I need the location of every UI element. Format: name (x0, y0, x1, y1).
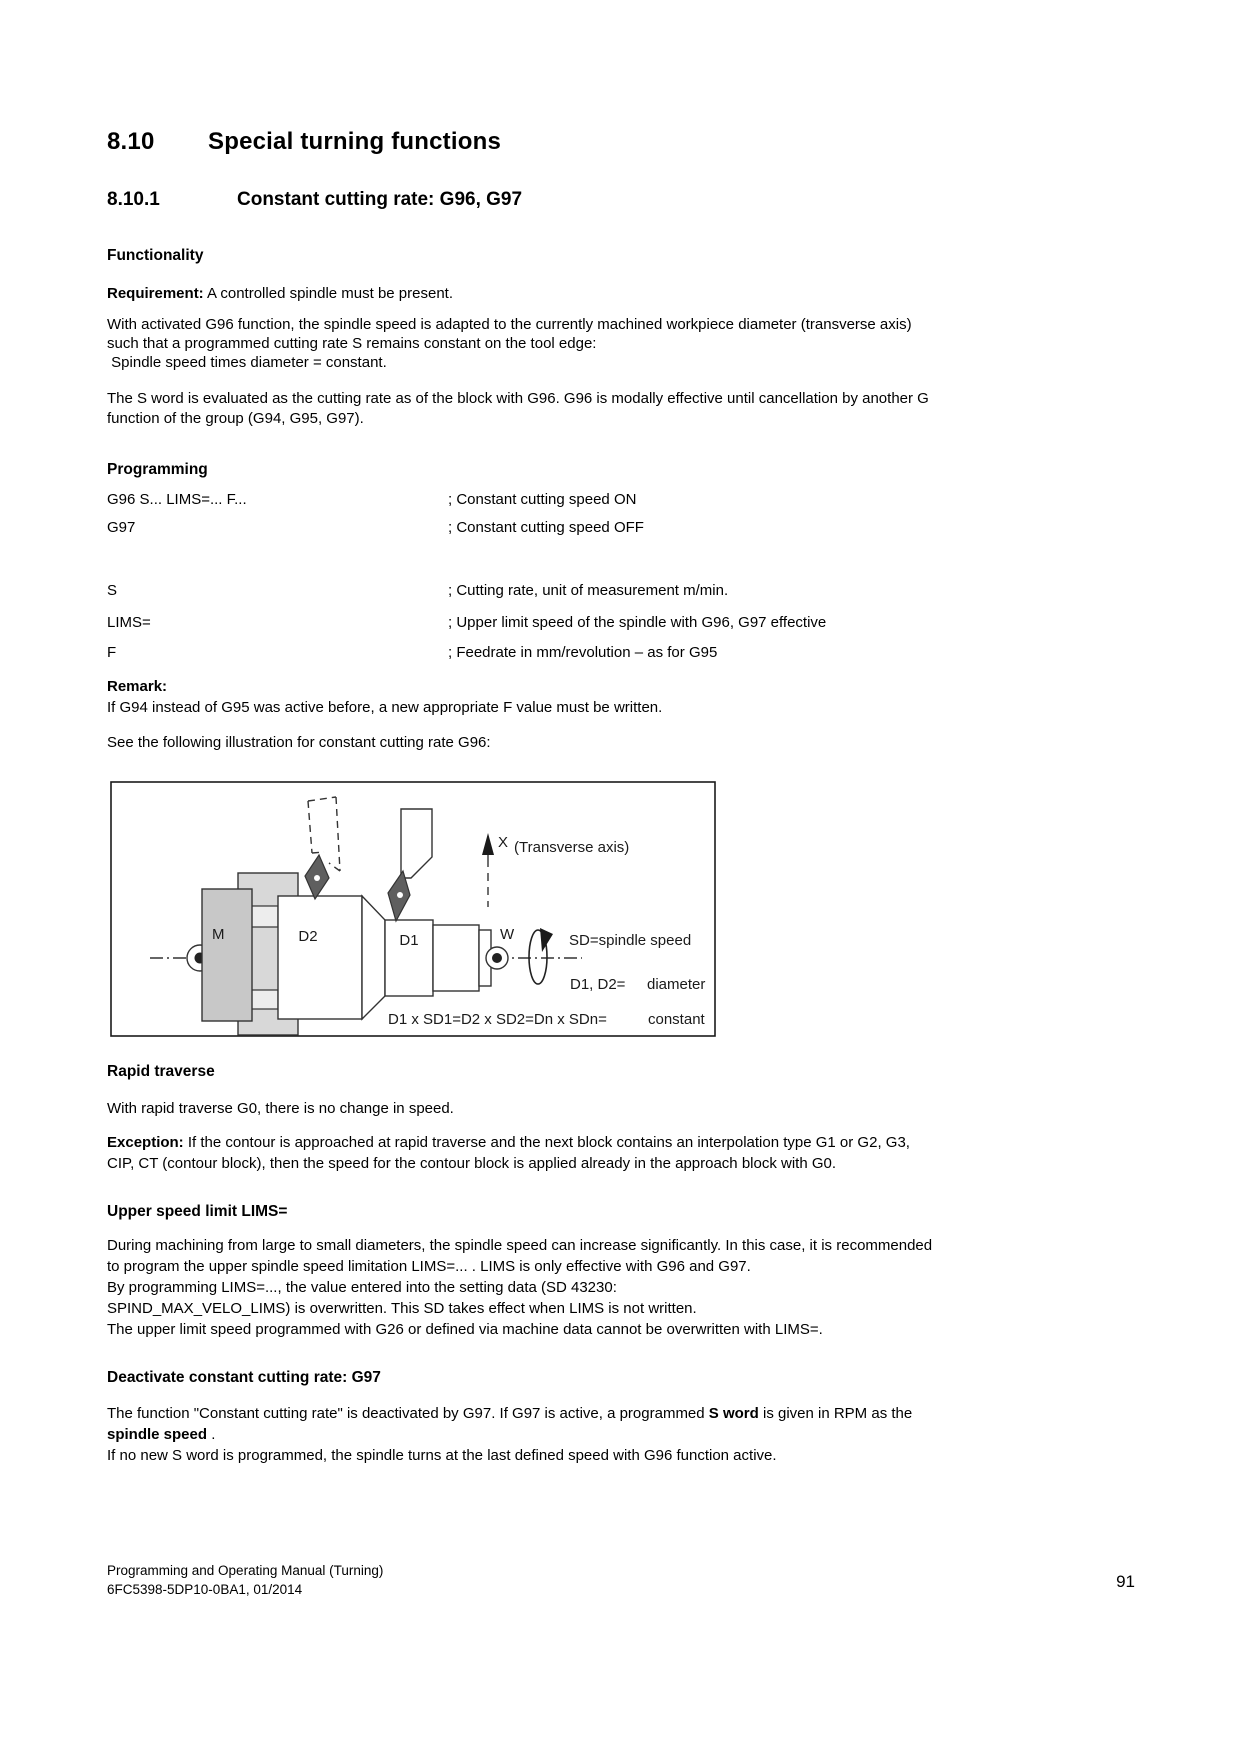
section-number: 8.10 (107, 128, 155, 155)
bold-term-spindle-speed: spindle speed (107, 1426, 208, 1443)
program-code: LIMS= (107, 614, 151, 631)
page-footer (107, 1561, 807, 1599)
ghost-insert-hole (314, 875, 320, 881)
section-title: Special turning functions (208, 128, 502, 155)
programming-heading: Programming (107, 461, 208, 478)
bearing-right-center (492, 953, 502, 963)
spindle-speed-label: SD=spindle speed (569, 932, 692, 949)
para-line: function of the group (G94, G95, G97). (107, 410, 364, 427)
formula-text: D1 x SD1=D2 x SD2=Dn x SDn= (388, 1011, 607, 1028)
legend-diameters-key: D1, D2= (570, 976, 626, 993)
functionality-paragraph-2 (107, 389, 1147, 429)
motor-block (202, 889, 252, 1021)
deactivate-paragraph (107, 1403, 1147, 1466)
legend-diameters-value: diameter (647, 976, 706, 993)
exception-line2: CIP, CT (contour block), then the speed for the contour block is applied already in the approach block with G0. (107, 1155, 837, 1172)
para-line: Spindle speed times diameter = constant. (107, 354, 387, 371)
formula-value: constant (648, 1011, 705, 1028)
page-number: 91 (1116, 1572, 1135, 1591)
requirement-label: Requirement: (107, 285, 204, 302)
para-line: During machining from large to small diameters, the spindle speed can increase significantly. In this case, it is recommended (107, 1237, 933, 1254)
program-code: G96 S... LIMS=... F... (107, 491, 247, 508)
exception-label: Exception: (107, 1134, 184, 1151)
exception-line1: If the contour is approached at rapid traverse and the next block contains an interpolation type G1 or G2, G3, (183, 1134, 910, 1151)
program-code: G97 (107, 519, 136, 536)
see-illustration-text: See the following illustration for constant cutting rate G96: (107, 734, 491, 751)
deactivate-line1 (107, 1403, 1147, 1424)
para-line: The S word is evaluated as the cutting rate as of the block with G96. G96 is modally effective until cancellation by another G (107, 390, 929, 407)
program-comment: ; Constant cutting speed ON (448, 491, 637, 508)
diameter1-label: D1 (399, 932, 419, 949)
diameter2-label: D2 (298, 928, 318, 945)
insert-hole (397, 892, 403, 898)
exception-paragraph (107, 1133, 1147, 1174)
para-line: The upper limit speed programmed with G26 or defined via machine data cannot be overwritten with LIMS=. (107, 1321, 823, 1338)
deactivate-line2 (107, 1424, 1147, 1445)
rapid-traverse-heading: Rapid traverse (107, 1063, 215, 1080)
para-line: With activated G96 function, the spindle speed is adapted to the currently machined workpiece diameter (transverse axis) (107, 316, 912, 333)
program-code: F (107, 644, 117, 661)
program-comment: ; Cutting rate, unit of measurement m/min. (448, 582, 729, 599)
program-comment: ; Feedrate in mm/revolution – as for G95 (448, 644, 718, 661)
workpiece-d2-section (278, 896, 362, 1019)
program-code: S (107, 582, 118, 599)
para-line: By programming LIMS=..., the value entered into the setting data (SD 43230: (107, 1279, 617, 1296)
workpiece-axis-label: W (500, 926, 515, 943)
deactivate-heading: Deactivate constant cutting rate: G97 (107, 1369, 381, 1386)
footer-manual-title: Programming and Operating Manual (Turning) (107, 1563, 384, 1578)
text-segment: The function "Constant cutting rate" is deactivated by G97. If G97 is active, a programmed (107, 1405, 709, 1422)
workpiece-step-section (433, 925, 479, 991)
chuck-jaw-bottom (251, 990, 278, 1009)
x-axis-label: X (498, 834, 509, 851)
functionality-paragraph-1 (107, 315, 1147, 372)
para-line: to program the upper spindle speed limitation LIMS=... . LIMS is only effective with G96 and G97. (107, 1258, 751, 1275)
constant-cutting-rate-figure (110, 781, 716, 1037)
para-line: such that a programmed cutting rate S remains constant on the tool edge: (107, 335, 597, 352)
requirement-paragraph (107, 284, 1135, 304)
x-axis-caption: (Transverse axis) (514, 839, 630, 856)
program-comment: ; Upper limit speed of the spindle with G96, G97 effective (448, 614, 827, 631)
remark-label: Remark: (107, 678, 168, 695)
remark-text: If G94 instead of G95 was active before, a new appropriate F value must be written. (107, 699, 663, 716)
program-comment: ; Constant cutting speed OFF (448, 519, 644, 536)
para-line: SPIND_MAX_VELO_LIMS) is overwritten. This SD takes effect when LIMS is not written. (107, 1300, 697, 1317)
text-segment: is given in RPM as the (758, 1405, 913, 1422)
functionality-heading: Functionality (107, 247, 204, 264)
subsection-title: Constant cutting rate: G96, G97 (237, 189, 523, 210)
motor-label: M (212, 926, 225, 943)
rapid-traverse-paragraph: With rapid traverse G0, there is no change in speed. (107, 1100, 454, 1117)
lathe-diagram (110, 781, 716, 1037)
subsection-number: 8.10.1 (107, 189, 160, 210)
footer-document-id: 6FC5398-5DP10-0BA1, 01/2014 (107, 1582, 303, 1597)
requirement-text: A controlled spindle must be present. (203, 285, 454, 302)
bold-term-s-word: S word (708, 1405, 759, 1422)
deactivate-line3: If no new S word is programmed, the spindle turns at the last defined speed with G96 function active. (107, 1447, 777, 1464)
upper-speed-limit-paragraph (107, 1235, 1147, 1340)
upper-speed-limit-heading: Upper speed limit LIMS= (107, 1203, 288, 1220)
text-segment: . (207, 1426, 216, 1443)
chuck-jaw-top (251, 906, 278, 927)
